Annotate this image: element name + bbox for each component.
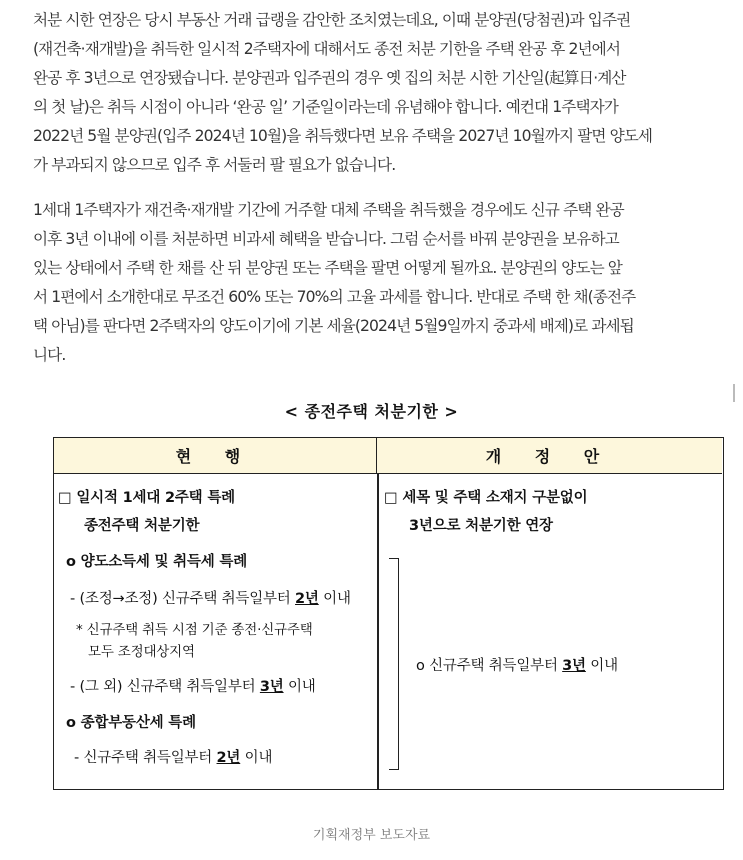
left-note-line1: * 신규주택 취득 시점 기준 종전·신규주택 xyxy=(76,622,313,638)
left-item-5: ο 종합부동산세 특례 xyxy=(66,715,196,731)
right-item-2-suffix: 이내 xyxy=(585,658,618,674)
paragraph-line: 의 첫 날)은 취득 시점이 아니라 ‘완공 일’ 기준일이라는데 유념해야 합니다. 예컨대 1주택자가 xyxy=(33,98,618,116)
left-item-6-suffix: 이내 xyxy=(240,750,273,766)
left-item-4-suffix: 이내 xyxy=(283,679,316,695)
left-item-4 xyxy=(70,675,316,696)
paragraph-line: 2022년 5월 분양권(입주 2024년 10월)을 취득했다면 보유 주택을 2027년 10월까지 팔면 양도세 xyxy=(33,127,653,145)
image-caption: 기획재정부 보도자료 xyxy=(312,828,431,843)
left-item-2: ο 양도소득세 및 취득세 특례 xyxy=(66,554,248,570)
right-item-1-line2: 3년으로 처분기한 연장 xyxy=(409,518,553,534)
left-item-6-text: - 신규주택 취득일부터 xyxy=(74,750,217,766)
bracket-line xyxy=(389,558,399,770)
paragraph-line: 있는 상태에서 주택 한 채를 산 뒤 분양권 또는 주택을 팔면 어떻게 될까요. 분양권의 양도는 앞 xyxy=(33,259,622,277)
article-paragraph-1 xyxy=(33,6,733,180)
paragraph-line: 가 부과되지 않으므로 입주 후 서둘러 팔 필요가 없습니다. xyxy=(33,156,396,174)
right-item-1-line1: □ 세목 및 주택 소재지 구분없이 xyxy=(384,490,588,506)
right-item-2-value: 3년 xyxy=(562,658,586,674)
left-note-line2: 모두 조정대상지역 xyxy=(88,644,195,660)
left-item-6-value: 2년 xyxy=(216,750,241,766)
left-item-3-value: 2년 xyxy=(295,591,319,607)
article-paragraph-2 xyxy=(33,196,733,370)
paragraph-line: 택 아님)를 판다면 2주택자의 양도이기에 기본 세율(2024년 5월9일까지 중과세 배제)로 과세됩 xyxy=(33,317,634,335)
paragraph-line: 처분 시한 연장은 당시 부동산 거래 급랭을 감안한 조치였는데요, 이때 분양권(당첨권)과 입주권 xyxy=(33,11,631,29)
left-item-4-text: - (그 외) 신규주택 취득일부터 xyxy=(70,679,260,695)
paragraph-line: 완공 후 3년으로 연장됐습니다. 분양권과 입주권의 경우 옛 집의 처분 시한 기산일(起算日·계산 xyxy=(33,69,626,87)
left-item-6 xyxy=(74,746,272,767)
right-item-2 xyxy=(416,654,618,675)
paragraph-line: 이후 3년 이내에 이를 처분하면 비과세 혜택을 받습니다. 그럼 순서를 바꿔 분양권을 보유하고 xyxy=(33,230,619,248)
left-item-3-suffix: 이내 xyxy=(318,591,351,607)
paragraph-line: 1세대 1주택자가 재건축·재개발 기간에 거주할 대체 주택을 취득했을 경우에도 신규 주택 완공 xyxy=(33,201,624,219)
paragraph-line: (재건축·재개발)을 취득한 일시적 2주택자에 대해서도 종전 처분 기한을 주택 완공 후 2년에서 xyxy=(33,40,620,58)
header-proposed: 개 정 안 xyxy=(377,438,722,474)
column-divider xyxy=(377,474,379,789)
left-item-3-text: - (조정→조정) 신규주택 취득일부터 xyxy=(70,591,296,607)
header-current: 현 행 xyxy=(54,438,377,474)
paragraph-line: 서 1편에서 소개한대로 무조건 60% 또는 70%의 고율 과세를 합니다. 반대로 주택 한 채(종전주 xyxy=(33,288,636,306)
table-title: < 종전주택 처분기한 > xyxy=(284,402,459,421)
left-item-1-line1: □ 일시적 1세대 2주택 특례 xyxy=(58,490,235,506)
right-item-2-text: ο 신규주택 취득일부터 xyxy=(416,658,563,674)
left-item-4-value: 3년 xyxy=(259,679,284,695)
left-item-1-line2: 종전주택 처분기한 xyxy=(84,518,200,534)
left-item-3 xyxy=(70,587,351,608)
paragraph-line: 니다. xyxy=(33,346,66,364)
